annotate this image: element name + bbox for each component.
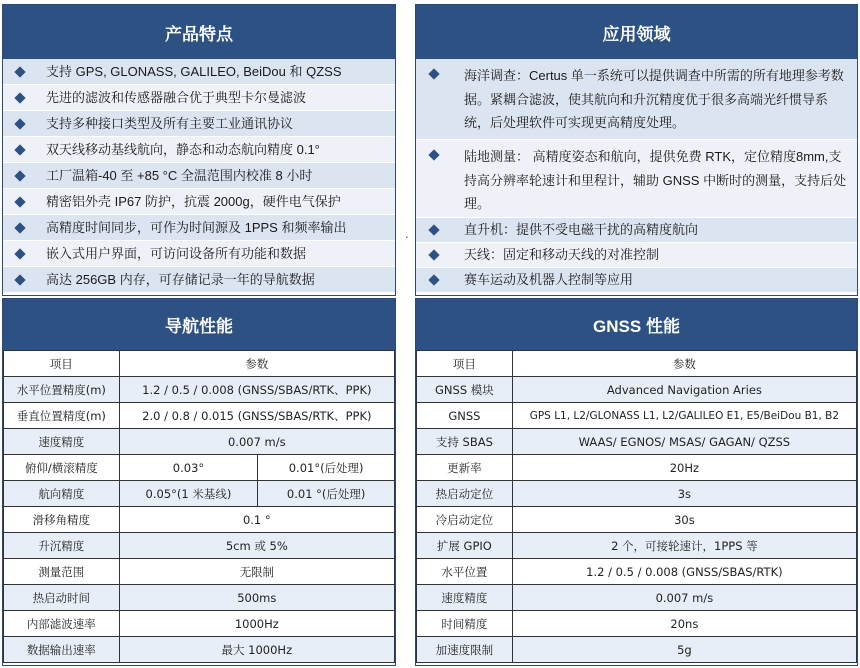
row-label: 垂直位置精度(m) bbox=[4, 403, 120, 429]
table-row bbox=[417, 611, 857, 637]
feature-item: 支持多种接口类型及所有主要工业通讯协议 bbox=[3, 111, 395, 137]
row-value: 2.0 / 0.8 / 0.015 (GNSS/SBAS/RTK、PPK) bbox=[119, 403, 394, 429]
row-value: 20Hz bbox=[512, 455, 856, 481]
row-value: 最大 1000Hz bbox=[119, 637, 394, 663]
feature-item: 双天线移动基线航向，静态和动态航向精度 0.1° bbox=[3, 137, 395, 163]
diamond-bullet-icon bbox=[14, 144, 25, 155]
table-row bbox=[417, 481, 857, 507]
diamond-bullet-icon bbox=[14, 92, 25, 103]
row-value: 0.03° bbox=[119, 455, 258, 481]
row-value-post: 0.01 °(后处理) bbox=[258, 481, 395, 507]
application-item: 赛车运动及机器人控制等应用 bbox=[416, 268, 857, 293]
row-label: 时间精度 bbox=[417, 611, 513, 637]
applications-panel bbox=[415, 4, 858, 296]
row-value: 30s bbox=[512, 507, 856, 533]
gnss-perf-table bbox=[416, 350, 857, 663]
feature-item: 先进的滤波和传感器融合优于典型卡尔曼滤波 bbox=[3, 85, 395, 111]
table-row bbox=[4, 507, 395, 533]
row-label: 更新率 bbox=[417, 455, 513, 481]
application-item: 直升机：提供不受电磁干扰的高精度航向 bbox=[416, 218, 857, 243]
table-row bbox=[4, 585, 395, 611]
gnss-perf-panel bbox=[415, 298, 858, 666]
diamond-bullet-icon bbox=[428, 249, 439, 260]
table-row bbox=[417, 377, 857, 403]
features-panel bbox=[2, 4, 396, 296]
row-label: 支持 SBAS bbox=[417, 429, 513, 455]
column-header: 参数 bbox=[119, 351, 394, 377]
row-value: GPS L1, L2/GLONASS L1, L2/GALILEO E1, E5/BeiDou B1, B2 bbox=[512, 403, 856, 429]
table-row bbox=[417, 533, 857, 559]
application-item: 陆地测量： 高精度姿态和航向，提供免费 RTK，定位精度8mm,支持高分辨率轮速计和里程计，辅助 GNSS 中断时的测量，支持后处理。 bbox=[416, 140, 857, 218]
row-value: 0.007 m/s bbox=[119, 429, 394, 455]
diamond-bullet-icon bbox=[428, 149, 439, 160]
nav-perf-table bbox=[3, 350, 395, 663]
row-value: 5cm 或 5% bbox=[119, 533, 394, 559]
table-row bbox=[4, 377, 395, 403]
row-label: 冷启动定位 bbox=[417, 507, 513, 533]
column-header: 项目 bbox=[4, 351, 120, 377]
row-label: 俯仰/横滚精度 bbox=[4, 455, 120, 481]
row-label: 热启动定位 bbox=[417, 481, 513, 507]
nav-perf-title: 导航性能 bbox=[3, 299, 395, 350]
row-label: 加速度限制 bbox=[417, 637, 513, 663]
feature-item: 工厂温箱-40 至 +85 °C 全温范围内校准 8 小时 bbox=[3, 163, 395, 189]
row-label: 升沉精度 bbox=[4, 533, 120, 559]
diamond-bullet-icon bbox=[428, 274, 439, 285]
applications-list bbox=[416, 59, 857, 293]
table-header-row bbox=[4, 351, 395, 377]
table-row bbox=[417, 507, 857, 533]
row-label: 滑移角精度 bbox=[4, 507, 120, 533]
row-value: 1.2 / 0.5 / 0.008 (GNSS/SBAS/RTK、PPK) bbox=[119, 377, 394, 403]
row-label: 速度精度 bbox=[417, 585, 513, 611]
row-label: 水平位置 bbox=[417, 559, 513, 585]
row-value: 500ms bbox=[119, 585, 394, 611]
gnss-perf-title: GNSS 性能 bbox=[416, 299, 857, 350]
features-list bbox=[3, 59, 395, 293]
table-row bbox=[4, 481, 395, 507]
applications-title: 应用领域 bbox=[416, 5, 857, 59]
diamond-bullet-icon bbox=[14, 274, 25, 285]
diamond-bullet-icon bbox=[14, 118, 25, 129]
row-value: 0.1 ° bbox=[119, 507, 394, 533]
feature-item: 高精度时间同步，可作为时间源及 1PPS 和频率输出 bbox=[3, 215, 395, 241]
table-row bbox=[417, 559, 857, 585]
row-value: Advanced Navigation Aries bbox=[512, 377, 856, 403]
row-label: 水平位置精度(m) bbox=[4, 377, 120, 403]
row-value: WAAS/ EGNOS/ MSAS/ GAGAN/ QZSS bbox=[512, 429, 856, 455]
application-item: 海洋调查：Certus 单一系统可以提供调查中所需的所有地理参考数据。紧耦合滤波，使其航向和升沉精度优于很多高端光纤惯导系统，后处理软件可实现更高精度处理。 bbox=[416, 59, 857, 140]
row-label: 扩展 GPIO bbox=[417, 533, 513, 559]
row-label: 热启动时间 bbox=[4, 585, 120, 611]
table-header-row bbox=[417, 351, 857, 377]
diamond-bullet-icon bbox=[14, 170, 25, 181]
row-value: 0.007 m/s bbox=[512, 585, 856, 611]
row-label: 数据输出速率 bbox=[4, 637, 120, 663]
row-value-post: 0.01°(后处理) bbox=[258, 455, 395, 481]
row-value: 无限制 bbox=[119, 559, 394, 585]
application-item: 天线：固定和移动天线的对准控制 bbox=[416, 243, 857, 268]
table-row bbox=[4, 455, 395, 481]
row-label: 内部滤波速率 bbox=[4, 611, 120, 637]
feature-item: 嵌入式用户界面，可访问设备所有功能和数据 bbox=[3, 241, 395, 267]
diamond-bullet-icon bbox=[428, 68, 439, 79]
features-title: 产品特点 bbox=[3, 5, 395, 59]
feature-item: 精密铝外壳 IP67 防护，抗震 2000g，硬件电气保护 bbox=[3, 189, 395, 215]
table-row bbox=[417, 429, 857, 455]
table-row bbox=[417, 403, 857, 429]
diamond-bullet-icon bbox=[14, 66, 25, 77]
diamond-bullet-icon bbox=[14, 222, 25, 233]
table-row bbox=[4, 429, 395, 455]
table-row bbox=[417, 637, 857, 663]
column-header: 项目 bbox=[417, 351, 513, 377]
table-row bbox=[4, 637, 395, 663]
row-value: 1.2 / 0.5 / 0.008 (GNSS/SBAS/RTK) bbox=[512, 559, 856, 585]
diamond-bullet-icon bbox=[428, 224, 439, 235]
row-value: 0.05°(1 米基线) bbox=[119, 481, 258, 507]
column-header: 参数 bbox=[512, 351, 856, 377]
nav-perf-panel bbox=[2, 298, 396, 666]
row-value: 1000Hz bbox=[119, 611, 394, 637]
diamond-bullet-icon bbox=[14, 196, 25, 207]
row-label: 速度精度 bbox=[4, 429, 120, 455]
row-value: 5g bbox=[512, 637, 856, 663]
row-value: 20ns bbox=[512, 611, 856, 637]
feature-item: 支持 GPS, GLONASS, GALILEO, BeiDou 和 QZSS bbox=[3, 59, 395, 85]
row-label: 航向精度 bbox=[4, 481, 120, 507]
table-row bbox=[417, 455, 857, 481]
table-row bbox=[4, 559, 395, 585]
row-label: GNSS bbox=[417, 403, 513, 429]
row-label: 测量范围 bbox=[4, 559, 120, 585]
feature-item: 高达 256GB 内存，可存储记录一年的导航数据 bbox=[3, 267, 395, 293]
table-row bbox=[4, 611, 395, 637]
row-label: GNSS 模块 bbox=[417, 377, 513, 403]
table-row bbox=[4, 403, 395, 429]
row-value: 3s bbox=[512, 481, 856, 507]
diamond-bullet-icon bbox=[14, 248, 25, 259]
row-value: 2 个，可接轮速计，1PPS 等 bbox=[512, 533, 856, 559]
table-row bbox=[4, 533, 395, 559]
separator-dot: . bbox=[405, 226, 409, 241]
table-row bbox=[417, 585, 857, 611]
